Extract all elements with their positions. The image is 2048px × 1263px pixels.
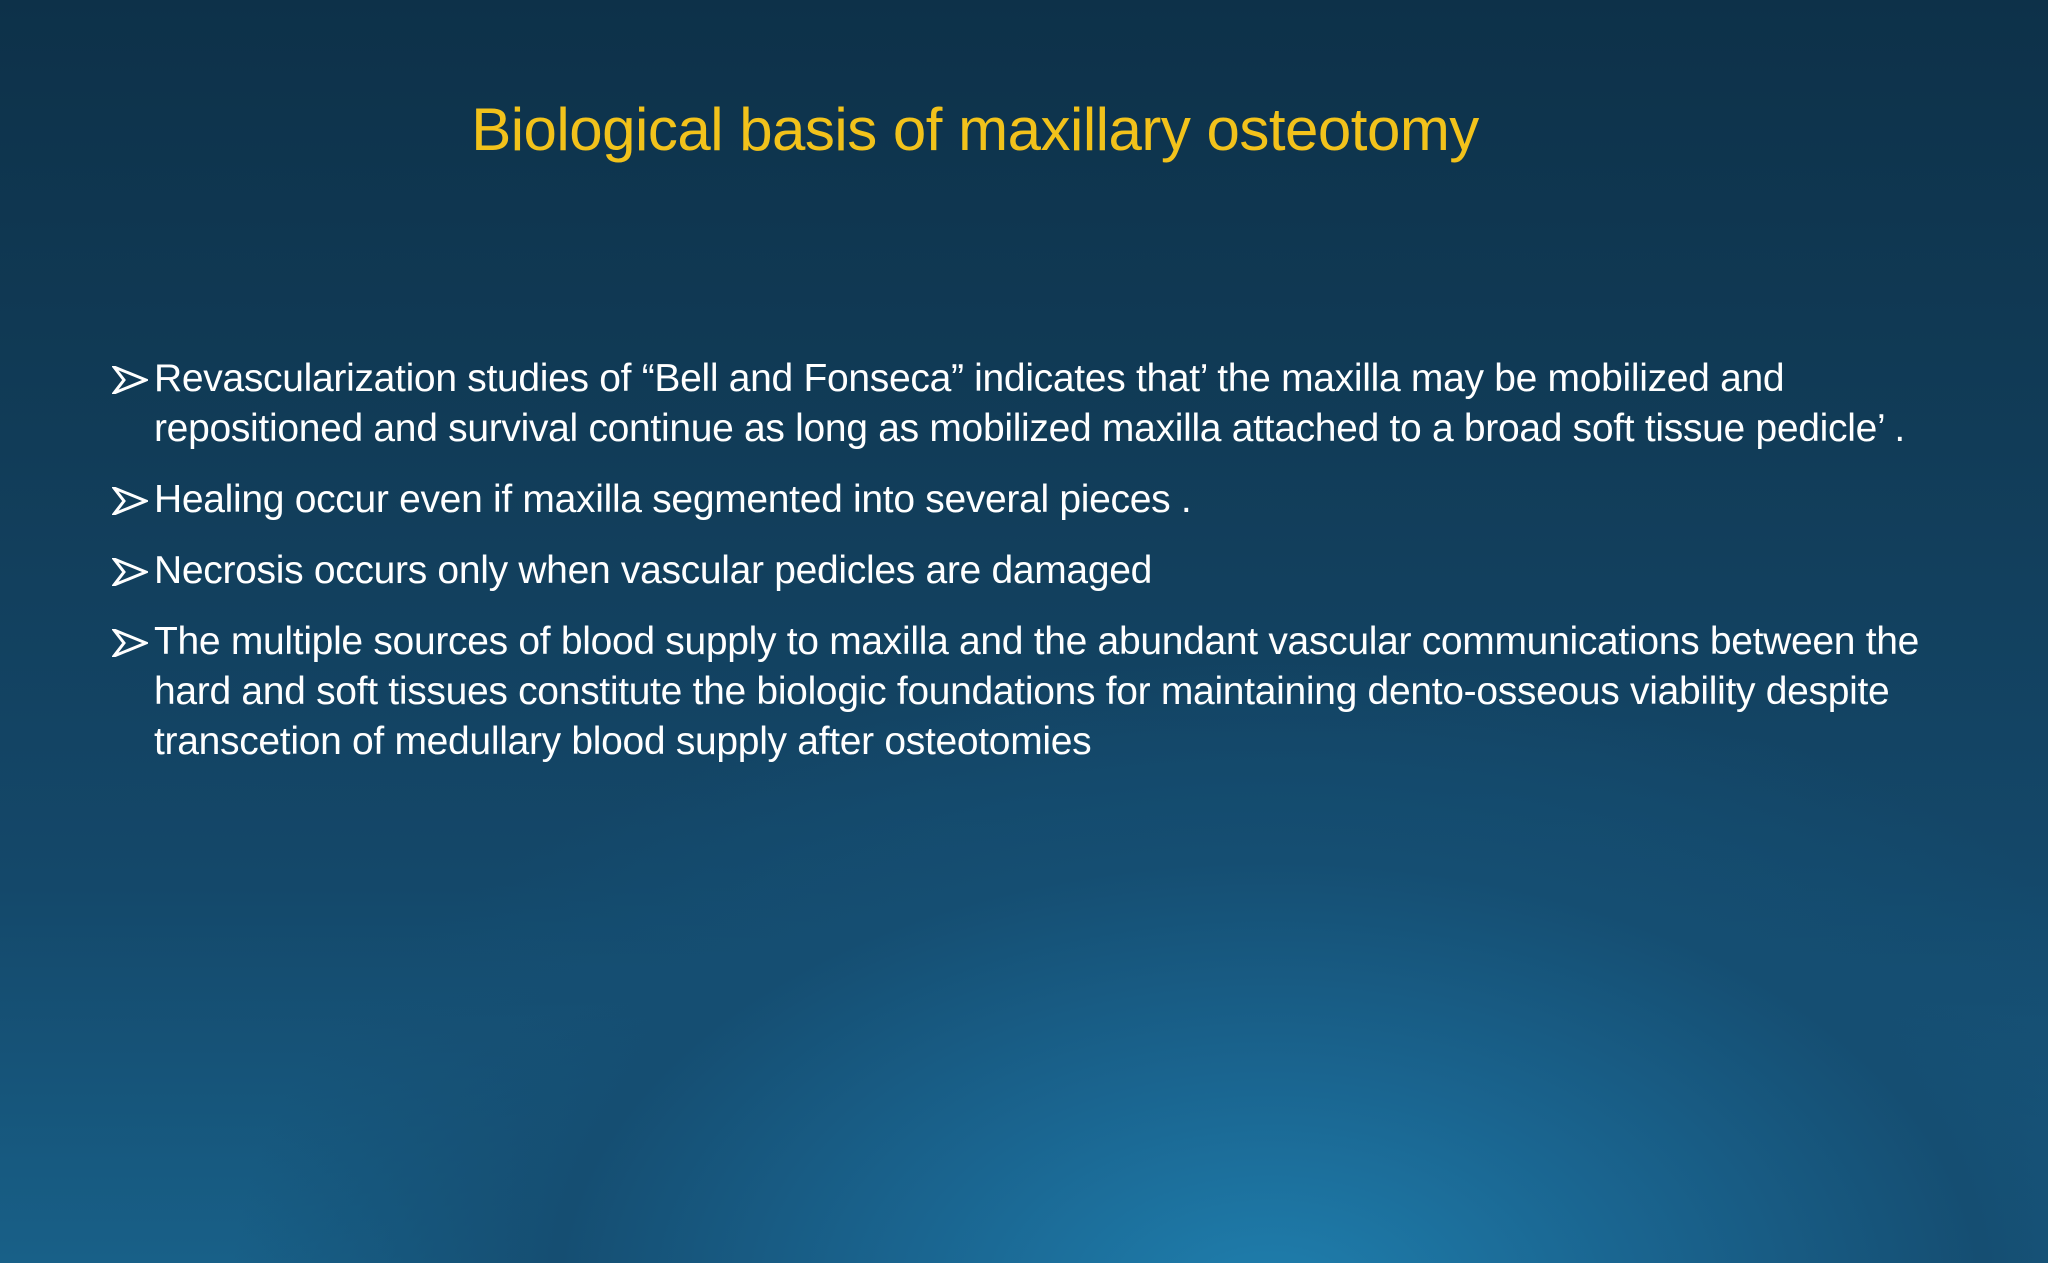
bullet-text: Healing occur even if maxilla segmented into several pieces .: [154, 478, 1192, 521]
arrowhead-bullet-icon: [112, 366, 148, 394]
bullet-text: The multiple sources of blood supply to maxilla and the abundant vascular communications between the hard and soft tissues constitute the biologic foundations for maintaining dento-osseous viability despite transcetion of medullary blood supply after osteotomies: [154, 620, 1920, 763]
bullet-text: Necrosis occurs only when vascular pedicles are damaged: [154, 549, 1152, 592]
bullet-item: [112, 546, 1982, 596]
bullet-item: [112, 354, 1982, 454]
arrowhead-bullet-icon: [112, 629, 148, 657]
bullet-item: [112, 617, 1982, 767]
arrowhead-bullet-icon: [112, 487, 148, 515]
arrowhead-bullet-icon: [112, 558, 148, 586]
bullet-list: [112, 354, 1982, 788]
bullet-item: [112, 475, 1982, 525]
bullet-text: Revascularization studies of “Bell and Fonseca” indicates that’ the maxilla may be mobilized and repositioned and survival continue as long as mobilized maxilla attached to a broad soft tissue pedicle’ .: [154, 357, 1905, 450]
slide-title: Biological basis of maxillary osteotomy: [471, 96, 1479, 163]
